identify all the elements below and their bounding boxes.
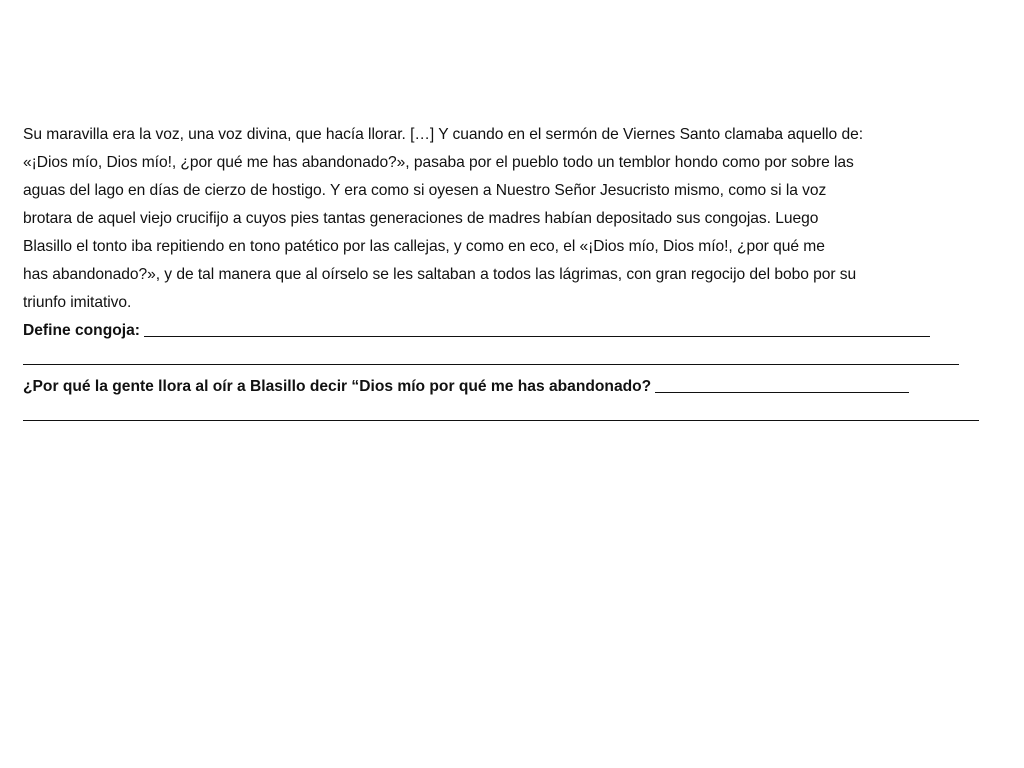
- answer-rule: [23, 420, 979, 421]
- passage-line: has abandonado?», y de tal manera que al oírselo se les saltaban a todos las lágrimas, con gran regocijo del bobo por su: [23, 266, 857, 283]
- passage-line: Su maravilla era la voz, una voz divina, que hacía llorar. […] Y cuando en el sermón de Viernes Santo clamaba aquello de:: [23, 126, 863, 143]
- passage-line: triunfo imitativo.: [23, 294, 132, 311]
- passage-line: «¡Dios mío, Dios mío!, ¿por qué me has abandonado?», pasaba por el pueblo todo un temblor hondo como por sobre las: [23, 154, 854, 171]
- passage-line: Blasillo el tonto iba repitiendo en tono patético por las callejas, y como en eco, el «¡Dios mío, Dios mío!, ¿por qué me: [23, 238, 825, 255]
- answer-blank[interactable]: [655, 392, 909, 393]
- passage-line: brotara de aquel viejo crucifijo a cuyos pies tantas generaciones de madres habían depositado sus congojas. Luego: [23, 210, 819, 227]
- answer-line[interactable]: [23, 401, 998, 429]
- answer-blank[interactable]: [144, 336, 930, 337]
- question-define-congoja: [23, 317, 998, 345]
- question-label: ¿Por qué la gente llora al oír a Blasillo decir “Dios mío por qué me has abandonado?: [23, 378, 652, 395]
- reading-passage: [23, 121, 998, 317]
- worksheet-content: [23, 121, 998, 429]
- answer-rule: [23, 364, 959, 365]
- question-why-people-cry: [23, 373, 998, 401]
- question-label: Define congoja:: [23, 322, 140, 339]
- answer-line[interactable]: [23, 345, 998, 373]
- passage-line: aguas del lago en días de cierzo de hostigo. Y era como si oyesen a Nuestro Señor Jesucristo mismo, como si la voz: [23, 182, 827, 199]
